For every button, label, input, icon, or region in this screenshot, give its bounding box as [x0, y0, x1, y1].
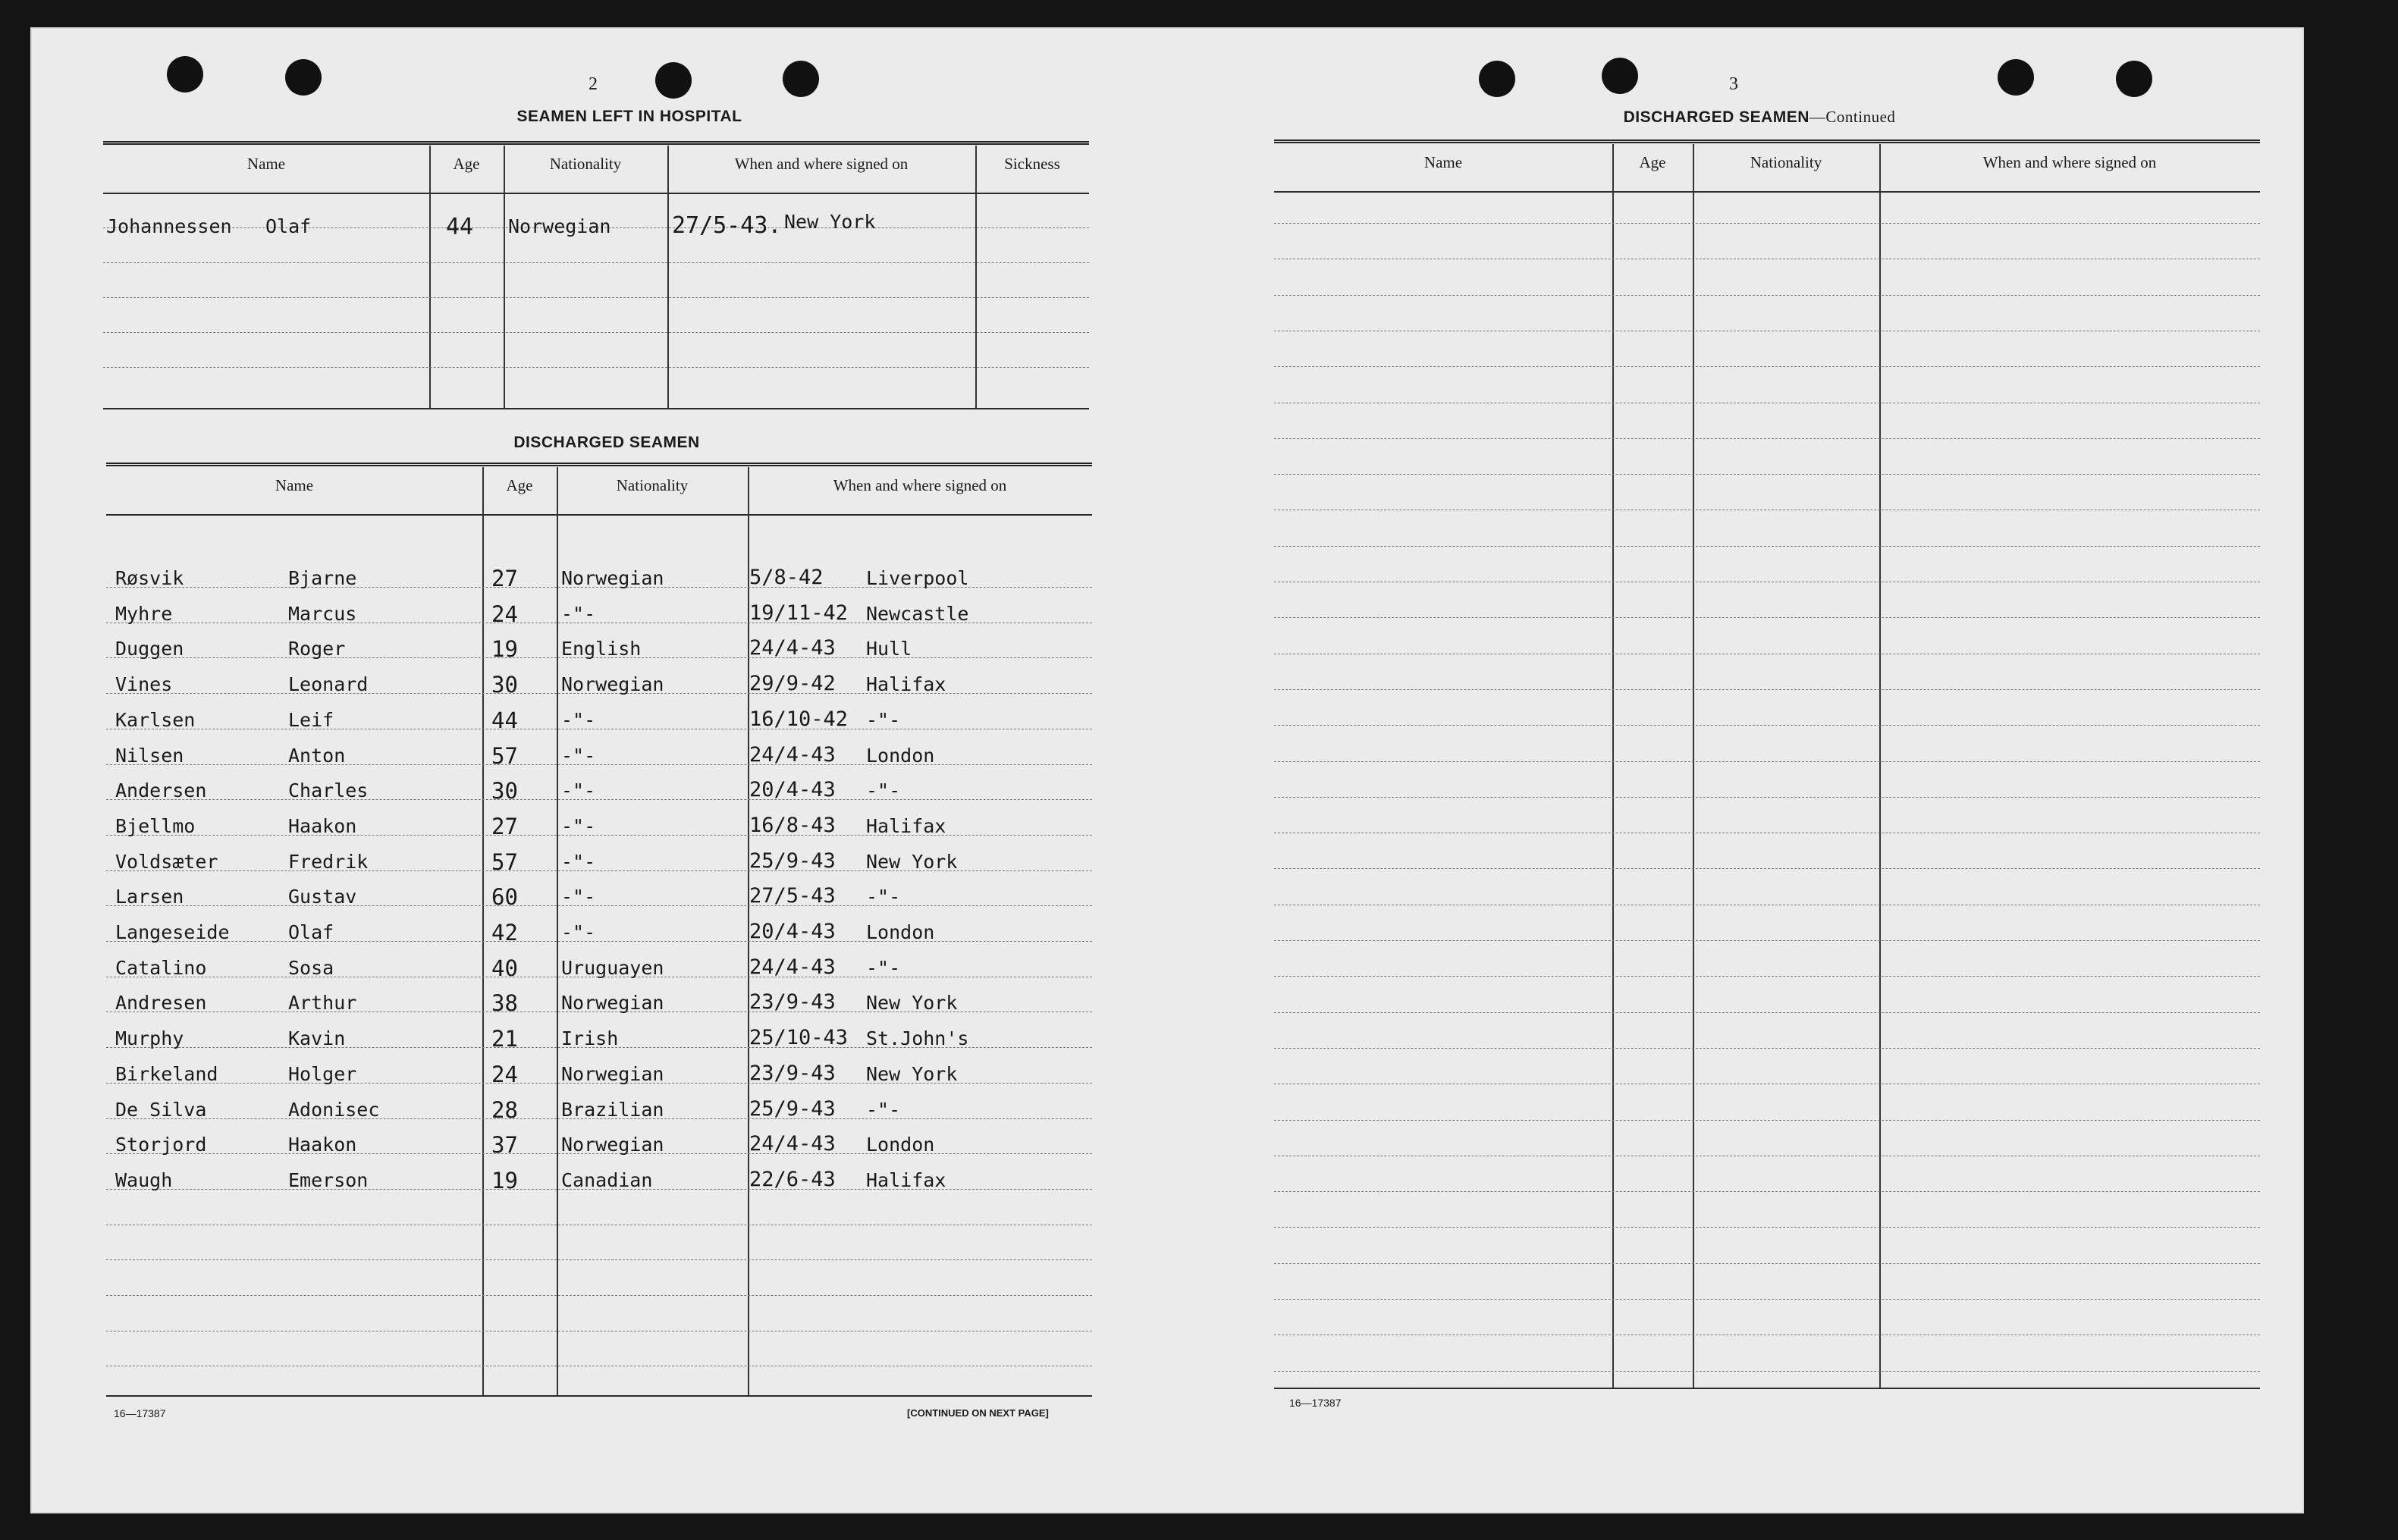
column-divider [482, 467, 484, 1395]
table-row-place: Newcastle [866, 602, 969, 625]
title-suffix: —Continued [1809, 108, 1896, 126]
column-divider [975, 146, 977, 408]
hospital-section-title: SEAMEN LEFT IN HOSPITAL [516, 108, 742, 125]
column-header: Age [1639, 153, 1666, 171]
table-row-given-name: Marcus [288, 602, 357, 625]
table-row-date: 23/9-43 [749, 1061, 836, 1085]
discharged-section-title: DISCHARGED SEAMEN [513, 434, 700, 451]
column-header: Name [275, 476, 314, 494]
table-row-surname: Andresen [115, 992, 207, 1015]
row-rule [1274, 1227, 2260, 1228]
table-row-age: 42 [491, 920, 518, 946]
table-row-age: 27 [491, 566, 518, 591]
table-row-place: New York [866, 1062, 958, 1085]
table-top-rule [106, 463, 1092, 466]
table-row-date: 25/9-43 [749, 848, 836, 873]
table-row-place: Hull [866, 638, 912, 660]
table-row-place: Halifax [866, 1168, 946, 1191]
table-row-given-name: Roger [288, 638, 346, 660]
table-row-nationality: Norwegian [561, 1134, 664, 1156]
row-rule [103, 297, 1089, 298]
row-rule [1274, 1299, 2260, 1300]
row-rule [106, 905, 1092, 906]
table-row-nationality: Irish [561, 1027, 619, 1050]
table-row-age: 30 [491, 672, 518, 698]
row-rule [1274, 1191, 2260, 1192]
table-row-place: New York [866, 992, 958, 1015]
table-row-surname: Johannessen [106, 215, 232, 237]
table-row-nationality: Uruguayen [561, 956, 664, 979]
table-row-date: 27/5-43 [749, 884, 836, 908]
table-row-date: 25/9-43 [749, 1096, 836, 1121]
row-rule [1274, 546, 2260, 547]
row-rule [1274, 940, 2260, 941]
row-rule [1274, 438, 2260, 439]
table-row-date: 23/9-43 [749, 990, 836, 1015]
table-row-place: -"- [866, 779, 901, 802]
table-row-surname: Waugh [115, 1168, 173, 1191]
table-row-given-name: Haakon [288, 1134, 357, 1156]
table-row-place: -"- [866, 956, 901, 979]
table-bottom-rule [103, 408, 1089, 409]
table-top-rule [1274, 140, 2260, 143]
table-row-age: 19 [491, 636, 518, 663]
table-row-date: 24/4-43 [749, 742, 836, 767]
page-number: 3 [1729, 74, 1738, 94]
table-row-age: 60 [491, 884, 518, 911]
table-top-rule [103, 141, 1089, 145]
table-row-given-name: Gustav [288, 886, 357, 908]
punch-hole [167, 56, 203, 93]
table-row-date: 29/9-42 [749, 672, 836, 696]
table-row-place: -"- [866, 1098, 901, 1121]
table-row-date: 24/4-43 [749, 955, 836, 979]
table-row-given-name: Haakon [288, 814, 357, 837]
table-row-nationality: Norwegian [561, 567, 664, 589]
column-header: Name [246, 155, 286, 173]
row-rule [1274, 797, 2260, 798]
punch-hole [783, 61, 819, 97]
column-divider [429, 146, 431, 408]
table-row-surname: Duggen [115, 638, 184, 660]
table-row-date: 16/8-43 [749, 813, 836, 837]
row-rule [1274, 1263, 2260, 1264]
row-rule [106, 799, 1092, 800]
table-row-place: Liverpool [866, 567, 969, 589]
table-row-place: -"- [866, 708, 901, 731]
continued-note: [CONTINUED ON NEXT PAGE] [907, 1407, 1049, 1419]
punch-hole [285, 59, 322, 96]
row-rule [1274, 868, 2260, 869]
punch-hole [1998, 59, 2034, 96]
table-row-nationality: -"- [561, 850, 596, 873]
row-rule [106, 1295, 1092, 1296]
table-bottom-rule [106, 1395, 1092, 1397]
table-row-nationality: Norwegian [561, 992, 664, 1015]
table-row-age: 24 [491, 601, 518, 627]
row-rule [1274, 1012, 2260, 1013]
table-row-given-name: Olaf [288, 921, 334, 943]
row-rule [1274, 295, 2260, 296]
column-header: Sickness [1004, 155, 1060, 173]
table-row-age: 37 [491, 1132, 518, 1159]
table-row-given-name: Emerson [288, 1168, 369, 1191]
table-row-given-name: Leonard [288, 673, 369, 696]
table-row-place: London [866, 744, 935, 767]
table-row-surname: Langeseide [115, 921, 230, 943]
table-row-place: New York [784, 211, 876, 233]
row-rule [1274, 976, 2260, 977]
table-row-given-name: Bjarne [288, 567, 357, 589]
table-row-date: 20/4-43 [749, 920, 836, 943]
table-row-nationality: -"- [561, 744, 596, 767]
table-row-nationality: -"- [561, 602, 596, 625]
column-divider [667, 146, 669, 408]
column-header: When and where signed on [833, 476, 1007, 494]
row-rule [1274, 1120, 2260, 1121]
column-header: Nationality [549, 155, 622, 173]
row-rule [1274, 617, 2260, 618]
row-rule [1274, 1371, 2260, 1372]
table-row-surname: Karlsen [115, 708, 196, 731]
column-header: Age [453, 155, 480, 173]
column-header: When and where signed on [734, 155, 909, 173]
faded-bleed-through [114, 529, 124, 550]
table-row-surname: Larsen [115, 886, 184, 908]
table-row-nationality: Canadian [561, 1168, 653, 1191]
table-row-age: 21 [491, 1026, 518, 1052]
table-row-place: Halifax [866, 814, 946, 837]
punch-hole [1479, 61, 1515, 97]
column-header: Nationality [1750, 153, 1822, 171]
table-row-surname: Storjord [115, 1134, 207, 1156]
table-row-date: 20/4-43 [749, 778, 836, 802]
table-row-surname: Myhre [115, 602, 173, 625]
table-row-surname: Vines [115, 673, 173, 696]
title-text: DISCHARGED SEAMEN [1623, 108, 1809, 126]
table-row-age: 27 [491, 813, 518, 839]
table-row-given-name: Charles [288, 779, 369, 802]
table-row-nationality: English [561, 638, 642, 660]
table-row-age: 38 [491, 990, 518, 1017]
table-row-nationality: -"- [561, 886, 596, 908]
table-row-given-name: Olaf [265, 215, 312, 237]
table-row-age: 28 [491, 1096, 518, 1123]
row-rule [106, 1259, 1092, 1260]
column-header: When and where signed on [1982, 153, 2157, 171]
form-code: 16—17387 [114, 1407, 166, 1419]
table-row-given-name: Leif [288, 708, 334, 731]
table-row-given-name: Fredrik [288, 850, 369, 873]
header-bottom-rule [103, 193, 1089, 194]
punch-hole [2116, 61, 2152, 97]
table-row-surname: Andersen [115, 779, 207, 802]
column-header: Age [506, 476, 533, 494]
column-divider [504, 146, 505, 408]
row-rule [103, 262, 1089, 263]
table-row-age: 44 [491, 707, 518, 733]
table-row-age: 40 [491, 955, 518, 981]
table-row-place: St.John's [866, 1027, 969, 1050]
column-header: Name [1423, 153, 1463, 171]
table-row-nationality: -"- [561, 814, 596, 837]
table-row-date: 25/10-43 [749, 1026, 849, 1050]
table-row-place: New York [866, 850, 958, 873]
table-row-given-name: Kavin [288, 1027, 346, 1050]
row-rule [106, 941, 1092, 942]
right-page [1213, 27, 2304, 1513]
table-row-nationality: Norwegian [561, 673, 664, 696]
document-spread [30, 27, 2304, 1513]
table-row-nationality: Norwegian [561, 1062, 664, 1085]
left-page [30, 27, 1175, 1513]
row-rule [1274, 366, 2260, 367]
header-bottom-rule [106, 514, 1092, 516]
row-rule [1274, 474, 2260, 475]
row-rule [1274, 689, 2260, 690]
discharged-continued-title [1547, 108, 1972, 127]
form-code: 16—17387 [1289, 1397, 1342, 1409]
table-row-surname: Nilsen [115, 744, 184, 767]
table-row-nationality: -"- [561, 708, 596, 731]
page-number: 2 [589, 74, 598, 94]
table-row-surname: Birkeland [115, 1062, 218, 1085]
row-rule [106, 764, 1092, 765]
table-row-surname: Bjellmo [115, 814, 196, 837]
table-row-age: 44 [446, 214, 474, 240]
table-row-nationality: Brazilian [561, 1098, 664, 1121]
table-row-date: 24/4-43 [749, 1132, 836, 1156]
punch-hole [1602, 58, 1638, 94]
column-header: Nationality [616, 476, 689, 494]
table-row-place: London [866, 921, 935, 943]
column-divider [557, 467, 558, 1395]
table-row-given-name: Sosa [288, 956, 334, 979]
table-row-age: 19 [491, 1167, 518, 1193]
table-row-surname: Murphy [115, 1027, 184, 1050]
table-row-place: -"- [866, 886, 901, 908]
table-row-age: 57 [491, 742, 518, 769]
table-row-given-name: Arthur [288, 992, 357, 1015]
table-row-nationality: -"- [561, 779, 596, 802]
row-rule [1274, 725, 2260, 726]
table-row-surname: Voldsæter [115, 850, 218, 873]
table-row-given-name: Anton [288, 744, 346, 767]
table-row-age: 57 [491, 848, 518, 875]
row-rule [103, 367, 1089, 368]
row-rule [103, 332, 1089, 333]
table-row-date: 22/6-43 [749, 1167, 836, 1191]
table-row-nationality: -"- [561, 921, 596, 943]
table-row-age: 24 [491, 1061, 518, 1087]
table-row-date: 24/4-43 [749, 636, 836, 660]
header-bottom-rule [1274, 191, 2260, 193]
row-rule [1274, 223, 2260, 224]
table-row-date: 16/10-42 [749, 707, 849, 731]
table-row-given-name: Holger [288, 1062, 357, 1085]
table-row-place: Halifax [866, 673, 946, 696]
table-row-surname: De Silva [115, 1098, 207, 1121]
table-row-surname: Catalino [115, 956, 207, 979]
table-bottom-rule [1274, 1388, 2260, 1389]
table-row-place: London [866, 1134, 935, 1156]
table-row-given-name: Adonisec [288, 1098, 380, 1121]
punch-hole [655, 62, 692, 99]
row-rule [1274, 761, 2260, 762]
table-row-date: 5/8-42 [749, 566, 824, 589]
table-row-nationality: Norwegian [508, 215, 611, 237]
row-rule [1274, 1048, 2260, 1049]
table-row-age: 30 [491, 778, 518, 805]
table-row-date: 27/5-43. [672, 212, 782, 239]
table-row-date: 19/11-42 [749, 601, 849, 625]
table-row-surname: Røsvik [115, 567, 184, 589]
